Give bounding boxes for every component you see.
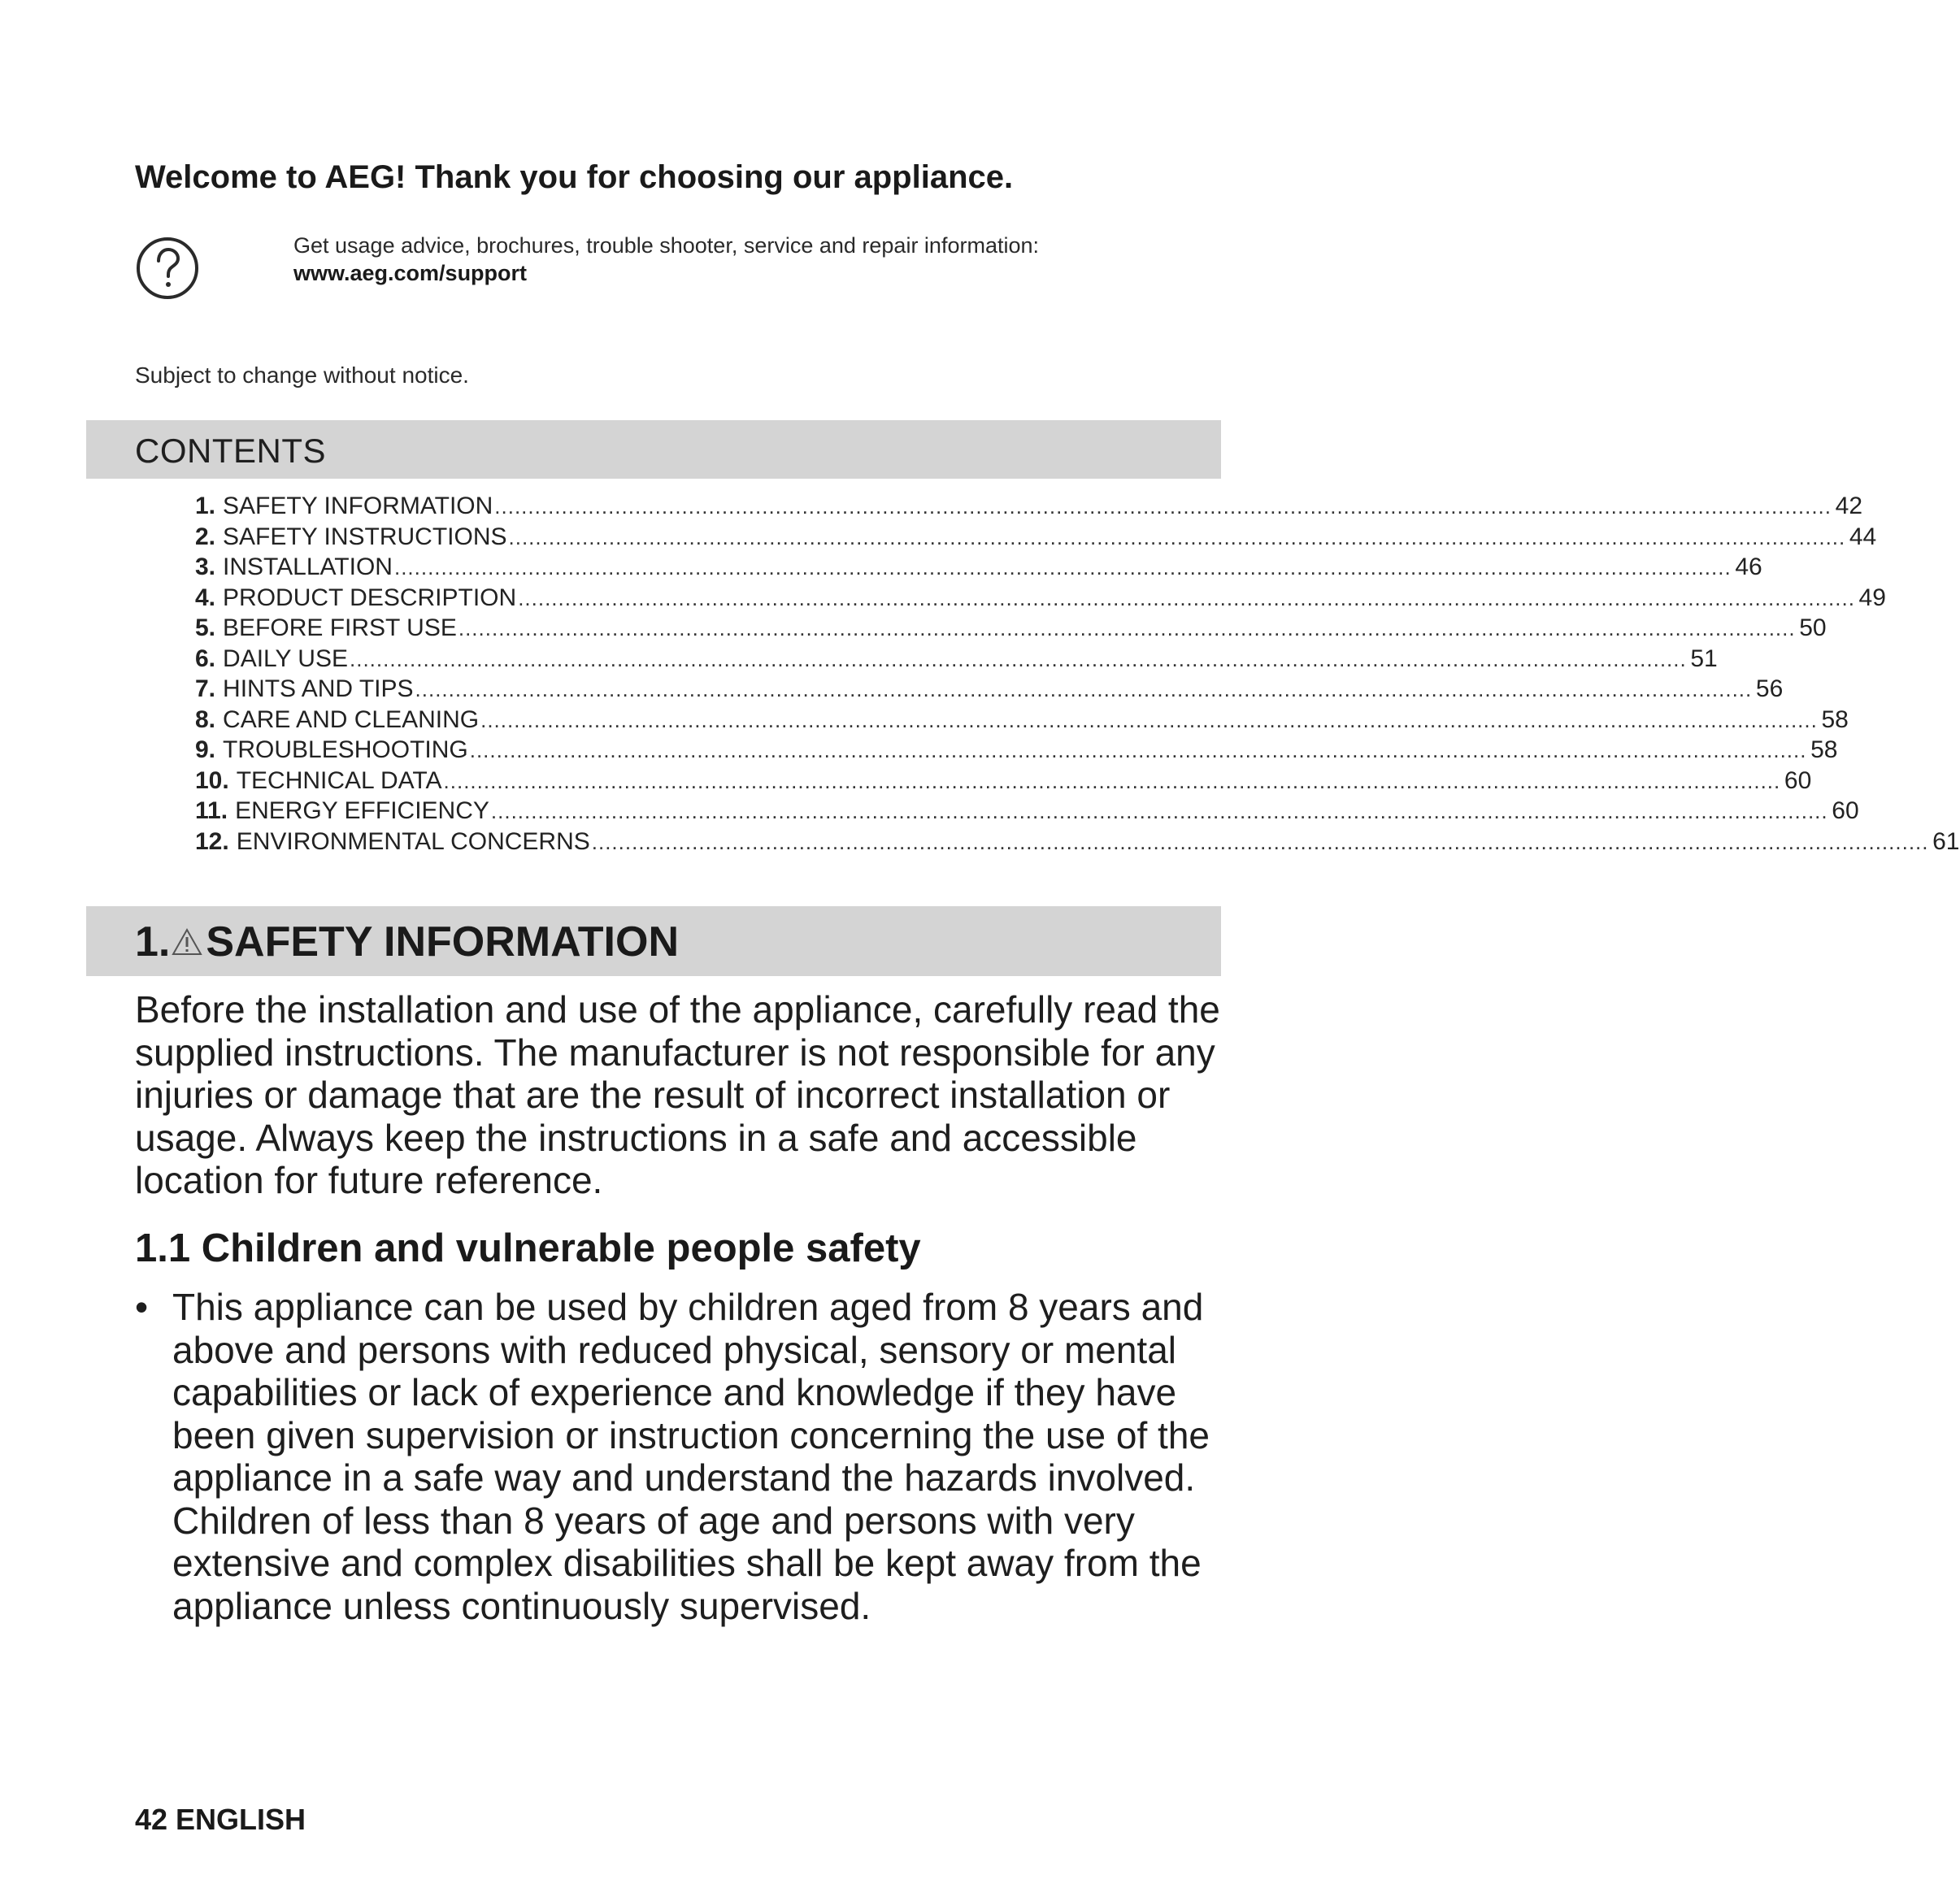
toc-item-label: SAFETY INSTRUCTIONS xyxy=(223,523,507,550)
toc-item-number: 5. xyxy=(195,614,216,641)
toc-item[interactable] xyxy=(195,584,1886,615)
toc-item-number: 7. xyxy=(195,675,216,702)
toc-item-label: ENVIRONMENTAL CONCERNS xyxy=(236,827,590,855)
toc-item-page: 58 xyxy=(1821,705,1849,733)
help-question-circle-icon xyxy=(135,236,200,301)
toc-item-page: 44 xyxy=(1849,523,1877,550)
toc-dot-leader: ........................................................................................................................................................................................................ xyxy=(458,616,1796,640)
toc-dot-leader: ........................................................................................................................................................................................................ xyxy=(591,829,1929,854)
toc-item-page: 46 xyxy=(1735,553,1762,580)
toc-item[interactable] xyxy=(195,493,1863,523)
toc-item-page: 60 xyxy=(1784,766,1812,794)
toc-item-label: DAILY USE xyxy=(223,645,348,672)
toc-item-number: 8. xyxy=(195,705,216,733)
toc-item[interactable] xyxy=(195,675,1784,706)
bullet-text: This appliance can be used by children aged from 8 years and above and persons with reduced physical, sensory or mental capabilities or lack of experience and knowledge if they have been given supervision or instruction concerning the use of the appliance in a safe way and understand the hazards involved. Children of less than 8 years of age and persons with very extensive and complex disabilities shall be kept away from the appliance unless continuously supervised. xyxy=(172,1286,1210,1627)
toc-item[interactable] xyxy=(195,614,1827,645)
toc-dot-leader: ........................................................................................................................................................................................................ xyxy=(443,768,1781,793)
toc-item-number: 3. xyxy=(195,553,216,580)
toc-item-number: 10. xyxy=(195,766,229,794)
contents-header-bar xyxy=(86,420,1221,479)
toc-item[interactable] xyxy=(195,797,1859,828)
toc-item-number: 4. xyxy=(195,584,216,611)
toc-item[interactable] xyxy=(195,736,1838,767)
toc-item-number: 11. xyxy=(195,797,228,824)
toc-dot-leader: ........................................................................................................................................................................................................ xyxy=(415,677,1753,701)
toc-item-page: 51 xyxy=(1690,645,1718,672)
table-of-contents xyxy=(195,493,1960,858)
toc-dot-leader: ........................................................................................................................................................................................................ xyxy=(518,585,1855,610)
toc-item-page: 60 xyxy=(1832,797,1859,824)
section-title xyxy=(135,918,679,966)
toc-item-page: 42 xyxy=(1835,493,1863,519)
toc-item-label: PRODUCT DESCRIPTION xyxy=(223,584,517,611)
contents-title: CONTENTS xyxy=(135,432,326,470)
toc-item-label: TECHNICAL DATA xyxy=(236,766,442,794)
toc-item-number: 2. xyxy=(195,523,216,550)
support-link[interactable]: www.aeg.com/support xyxy=(293,261,528,285)
toc-item-page: 61 xyxy=(1932,827,1960,855)
toc-dot-leader: ........................................................................................................................................................................................................ xyxy=(494,494,1832,519)
toc-item[interactable] xyxy=(195,523,1877,554)
subject-to-change-note: Subject to change without notice. xyxy=(135,362,469,388)
toc-item-label: TROUBLESHOOTING xyxy=(223,736,468,763)
page-footer: 42 ENGLISH xyxy=(135,1803,306,1836)
toc-item[interactable] xyxy=(195,766,1812,798)
toc-item-page: 49 xyxy=(1858,584,1886,611)
toc-item[interactable] xyxy=(195,553,1762,584)
support-description: Get usage advice, brochures, trouble shooter, service and repair information: xyxy=(293,233,1039,258)
section-header-bar xyxy=(86,906,1221,976)
toc-item-page: 50 xyxy=(1799,614,1827,641)
toc-item-number: 1. xyxy=(195,493,216,519)
toc-item-label: SAFETY INFORMATION xyxy=(223,493,493,519)
toc-item-number: 12. xyxy=(195,827,229,855)
toc-item-page: 58 xyxy=(1810,736,1838,763)
warning-triangle-icon xyxy=(172,927,202,957)
toc-item-number: 6. xyxy=(195,645,216,672)
bullet-icon: • xyxy=(135,1286,149,1328)
toc-item-label: CARE AND CLEANING xyxy=(223,705,480,733)
subsection-heading: 1.1 Children and vulnerable people safety xyxy=(135,1226,921,1270)
section-title-text: SAFETY INFORMATION xyxy=(206,918,679,966)
section-number: 1. xyxy=(135,918,171,966)
welcome-heading: Welcome to AEG! Thank you for choosing our appliance. xyxy=(135,159,1014,195)
toc-dot-leader: ........................................................................................................................................................................................................ xyxy=(490,799,1828,823)
toc-dot-leader: ........................................................................................................................................................................................................ xyxy=(480,707,1818,732)
toc-item[interactable] xyxy=(195,645,1718,676)
section-intro-paragraph: Before the installation and use of the appliance, carefully read the supplied instructions. The manufacturer is not responsible for any injuries or damage that are the result of incorrect installation or usage. Always keep the instructions in a safe and accessible location for future reference. xyxy=(135,988,1220,1201)
toc-item-label: INSTALLATION xyxy=(223,553,393,580)
toc-dot-leader: ........................................................................................................................................................................................................ xyxy=(508,524,1846,549)
toc-item[interactable] xyxy=(195,705,1849,737)
toc-item-label: BEFORE FIRST USE xyxy=(223,614,457,641)
toc-item-number: 9. xyxy=(195,736,216,763)
toc-dot-leader: ........................................................................................................................................................................................................ xyxy=(393,555,1732,579)
toc-item[interactable] xyxy=(195,827,1960,859)
toc-item-label: HINTS AND TIPS xyxy=(223,675,414,702)
toc-dot-leader: ........................................................................................................................................................................................................ xyxy=(469,738,1807,762)
toc-item-page: 56 xyxy=(1755,675,1784,702)
toc-item-label: ENERGY EFFICIENCY xyxy=(235,797,489,824)
toc-dot-leader: ........................................................................................................................................................................................................ xyxy=(350,646,1687,671)
support-info xyxy=(293,232,1039,287)
